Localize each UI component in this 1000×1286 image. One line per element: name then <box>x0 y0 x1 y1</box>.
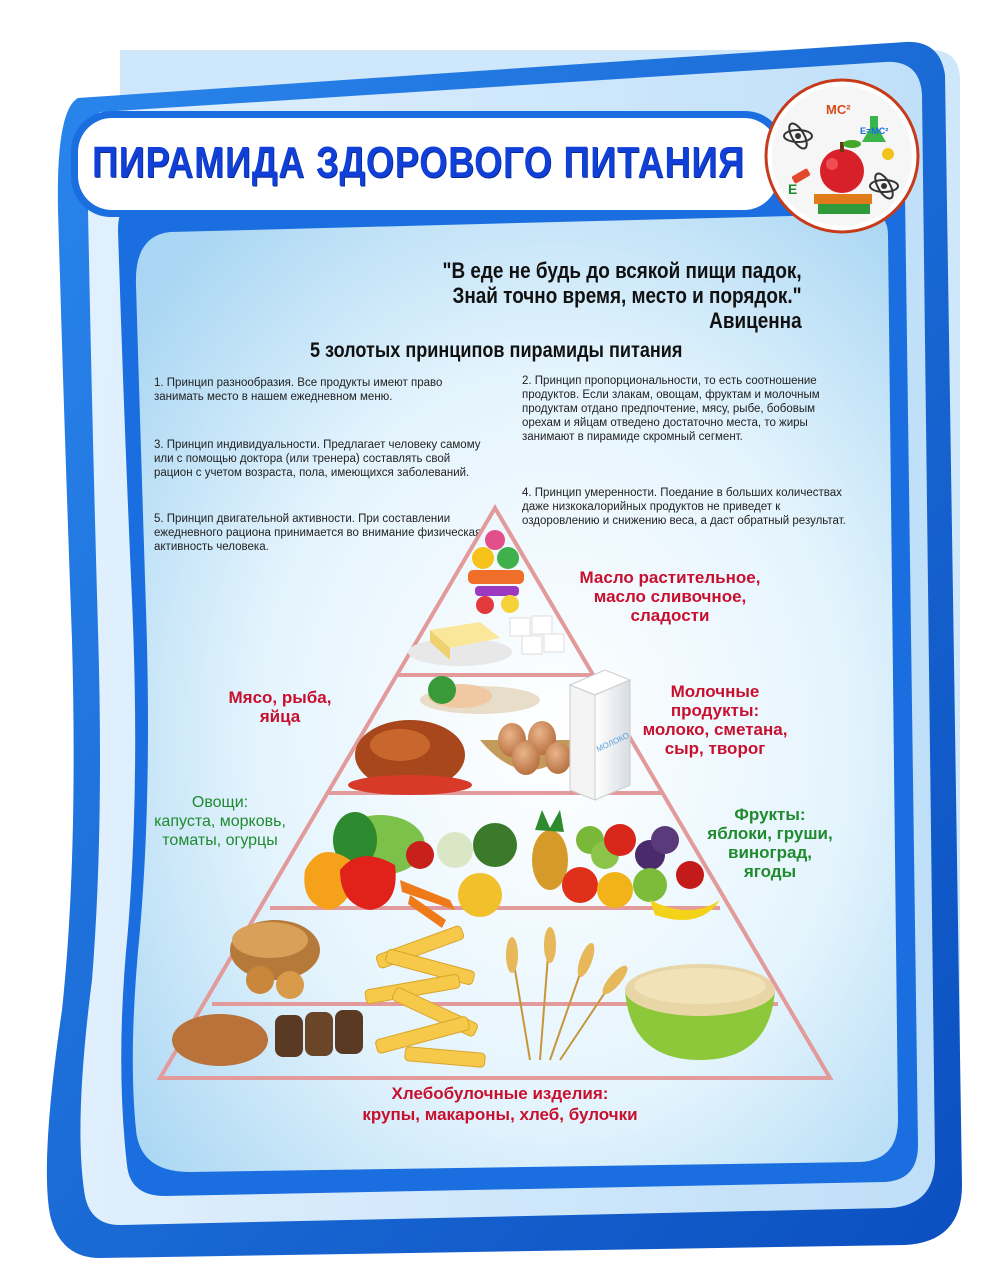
svg-text:МОЛОКО: МОЛОКО <box>595 730 631 754</box>
page-title: ПИРАМИДА ЗДОРОВОГО ПИТАНИЯ <box>92 138 745 187</box>
principle-2: 2. Принцип пропорциональности, то есть соотношение продуктов. Если злакам, овощам, фруктам и молочным продуктам отдано предпочтение, мясу, рыбе, бобовым орехам и яйцам отведено достаточно места, то жиры занимают в пирамиде скромный сегмент. <box>522 375 820 443</box>
principle-1: 1. Принцип разнообразия. Все продукты имеют право занимать место в нашем ежедневном меню. <box>154 377 443 403</box>
bread-illustration <box>172 920 363 1066</box>
principle-3: 3. Принцип индивидуальности. Предлагает человеку самому или с помощью доктора (или тренера) составлять свой рацион с учетом возраста, пола, имеющихся заболеваний. <box>154 439 481 479</box>
quote-line-1: "В еде не будь до всякой пищи падок, <box>442 258 802 283</box>
label-oil-sweets: Масло растительное, масло сливочное, сладости <box>579 568 761 625</box>
grain-bowl-illustration <box>625 964 775 1060</box>
meat-fish-eggs-illustration <box>348 676 580 795</box>
pasta-illustration <box>364 925 485 1067</box>
principle-4: 4. Принцип умеренности. Поедание в больших количествах даже низкокалорийных продуктов не приведет к оздоровлению и снижению веса, а даст обратный результат. <box>522 487 846 527</box>
quote-author: Авиценна <box>709 308 802 333</box>
principle-5: 5. Принцип двигательной активности. При составлении ежедневного рациона принимается во внимание физическая активность человека. <box>154 513 482 553</box>
label-bread-grains: Хлебобулочные изделия: крупы, макароны, хлеб, булочки <box>362 1084 638 1124</box>
label-dairy: Молочные продукты: молоко, сметана, сыр, творог <box>642 682 788 758</box>
label-meat-fish-eggs: Мясо, рыба, яйца <box>228 688 332 726</box>
principles-heading: 5 золотых принципов пирамиды питания <box>310 339 683 362</box>
vegetables-illustration <box>304 812 517 928</box>
wheat-illustration <box>506 927 631 1060</box>
quote-line-2: Знай точно время, место и порядок." <box>452 283 802 308</box>
label-vegetables: Овощи: капуста, морковь, томаты, огурцы <box>154 794 286 849</box>
butter-sugar-illustration <box>408 616 564 666</box>
avicenna-quote <box>443 258 802 333</box>
svg-text:MC²: MC² <box>826 102 851 117</box>
svg-text:E=MC²: E=MC² <box>860 126 889 136</box>
svg-text:E: E <box>788 181 798 197</box>
label-fruits: Фрукты: яблоки, груши, виноград, ягоды <box>707 805 833 881</box>
milk-carton-illustration <box>570 670 631 800</box>
science-emblem-icon <box>762 76 922 236</box>
